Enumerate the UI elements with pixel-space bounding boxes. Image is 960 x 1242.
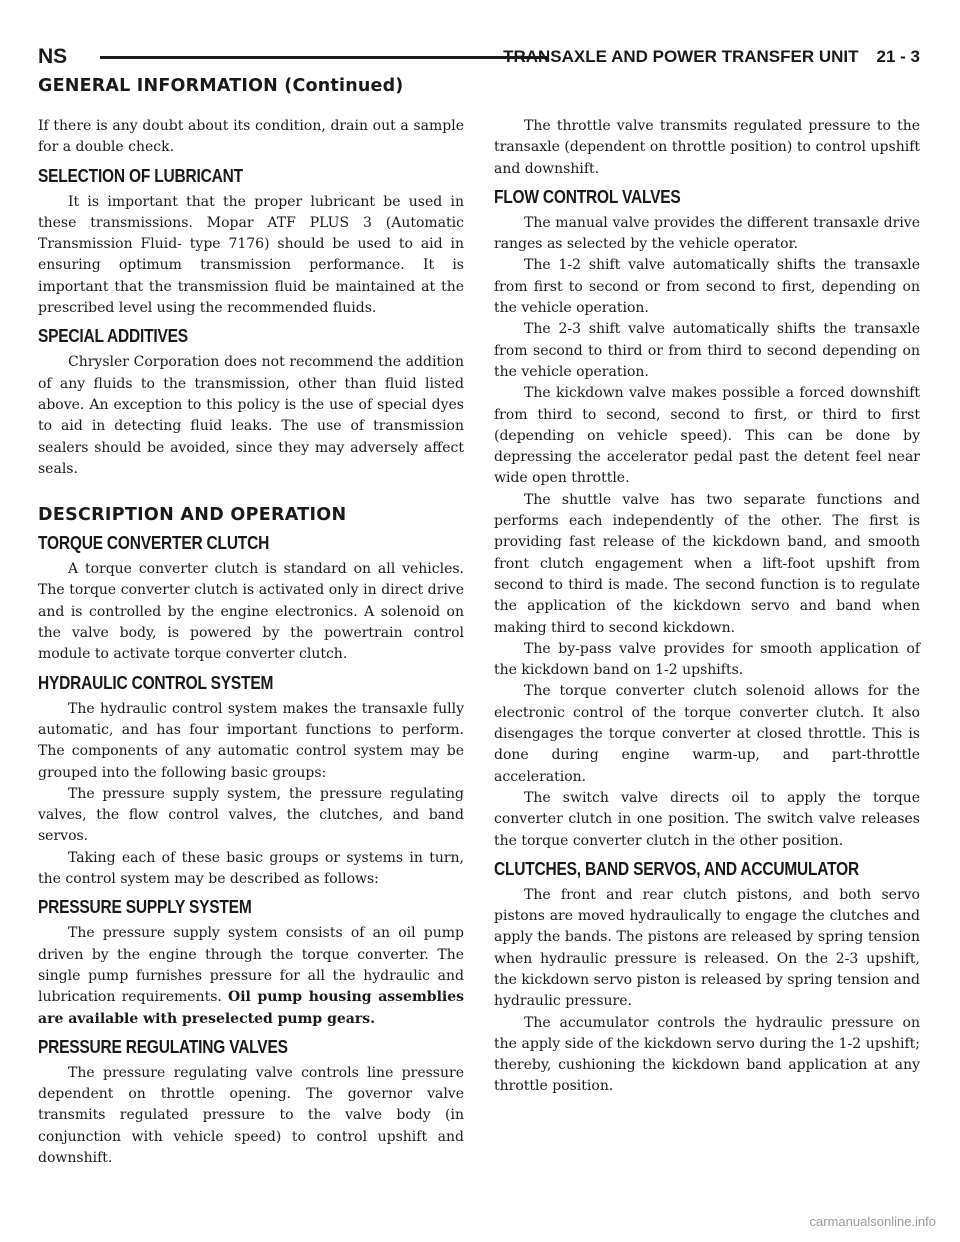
page-number: 21 - 3	[876, 47, 920, 66]
cbs-heading: CLUTCHES, BAND SERVOS, AND ACCUMULATOR	[494, 859, 859, 880]
cbs-paragraph-2: The accumulator controls the hydraulic pressure on the apply side of the kickdown servo during the 1-2 upshift; thereby, cushioning the kickdown band application at any throttle position.	[494, 1014, 920, 1095]
header-rule	[100, 56, 548, 59]
section-continued-heading: GENERAL INFORMATION (Continued)	[38, 76, 404, 96]
page-header	[38, 44, 920, 70]
additives-paragraph: Chrysler Corporation does not recommend the addition of any fluids to the transmission, other than fluid listed above. An exception to this policy is the use of special dyes to aid in detecting fluid leaks. The use of transmission sealers should be avoided, since they may adversely affect seals.	[38, 354, 464, 477]
fcv-paragraph-8: The switch valve directs oil to apply the torque converter clutch in one position. The switch valve releases the torque converter clutch in the other position.	[494, 789, 920, 849]
hcs-heading: HYDRAULIC CONTROL SYSTEM	[38, 673, 274, 694]
description-heading: DESCRIPTION AND OPERATION	[38, 505, 347, 526]
cbs-paragraph-1: The front and rear clutch pistons, and both servo pistons are moved hydraulically to engage the clutches and apply the bands. The pistons are released by spring tension when hydraulic pressure is released. On the 2-3 upshift, the kickdown servo piston is released by spring tension and hydraulic pressure.	[494, 886, 920, 1010]
tcc-paragraph: A torque converter clutch is standard on all vehicles. The torque converter clutch is activated only in direct drive and is controlled by the engine electronics. A solenoid on the valve body, is powered by the powertrain control module to activate torque converter clutch.	[38, 561, 464, 663]
lubricant-paragraph: It is important that the proper lubricant be used in these transmissions. Mopar ATF PLUS 3 (Automatic Transmission Fluid- type 7176) should be used to aid in ensuring optimum transmission performance. It is important that the transmission fluid be maintained at the prescribed level using the recommended fluids.	[38, 193, 464, 317]
fcv-heading: FLOW CONTROL VALVES	[494, 187, 681, 208]
hcs-paragraph-1: The hydraulic control system makes the transaxle fully automatic, and has four important functions to perform. The components of any automatic control system may be grouped into the following basic groups:	[38, 700, 464, 781]
chapter-title: TRANSAXLE AND POWER TRANSFER UNIT	[503, 47, 859, 66]
throttle-paragraph: The throttle valve transmits regulated pressure to the transaxle (dependent on throttle position) to control upshift and downshift.	[494, 118, 920, 177]
left-column	[38, 116, 464, 1169]
fcv-paragraph-4: The kickdown valve makes possible a forced downshift from third to second, second to first, or third to first (depending on vehicle speed). This can be done by depressing the accelerator pedal past the detent feel near wide open throttle.	[494, 385, 920, 487]
right-column	[494, 116, 920, 1098]
fcv-paragraph-2: The 1-2 shift valve automatically shifts the transaxle from first to second or from second to first, depending on the vehicle operation.	[494, 257, 920, 317]
hcs-paragraph-3: Taking each of these basic groups or systems in turn, the control system may be described as follows:	[38, 849, 464, 888]
fcv-paragraph-3: The 2-3 shift valve automatically shifts the transaxle from second to third or from third to second depending on the vehicle operation.	[494, 321, 920, 380]
fcv-paragraph-1: The manual valve provides the different transaxle drive ranges as selected by the vehicle operator.	[494, 214, 920, 253]
hcs-paragraph-2: The pressure supply system, the pressure regulating valves, the flow control valves, the clutches, and band servos.	[38, 785, 464, 845]
model-code: NS	[38, 45, 68, 68]
pss-text: The pressure supply system consists of an oil pump driven by the engine through the torque converter. The single pump furnishes pressure for all the hydraulic and lubrication requirements.	[38, 925, 464, 1006]
header-title-block	[503, 44, 920, 70]
pss-bold-note: Oil pump housing assemblies are available with preselected pump gears.	[38, 989, 464, 1027]
lubricant-heading: SELECTION OF LUBRICANT	[38, 166, 243, 187]
fcv-paragraph-5: The shuttle valve has two separate functions and performs each independently of the other. The first is providing fast release of the kickdown band, and smooth front clutch engagement when a lift-foot upshift from second to third is made. The second function is to regulate the application of the kickdown servo and band when making third to second kickdown.	[494, 491, 920, 636]
pss-heading: PRESSURE SUPPLY SYSTEM	[38, 897, 252, 918]
source-watermark-link[interactable]: carmanualsonline.info	[809, 1214, 936, 1229]
intro-paragraph: If there is any doubt about its condition, drain out a sample for a double check.	[38, 118, 464, 156]
fcv-paragraph-7: The torque converter clutch solenoid allows for the electronic control of the torque converter clutch. It also disengages the torque converter at closed throttle. This is done during engine warm-up, and part-throttle acceleration.	[494, 683, 920, 785]
fcv-paragraph-6: The by-pass valve provides for smooth application of the kickdown band on 1-2 upshifts.	[494, 640, 920, 679]
prv-heading: PRESSURE REGULATING VALVES	[38, 1037, 288, 1058]
pss-paragraph	[38, 923, 464, 1029]
prv-paragraph: The pressure regulating valve controls line pressure dependent on throttle opening. The governor valve transmits regulated pressure to the valve body (in conjunction with vehicle speed) to control upshift and downshift.	[38, 1064, 464, 1166]
tcc-heading: TORQUE CONVERTER CLUTCH	[38, 533, 270, 554]
additives-heading: SPECIAL ADDITIVES	[38, 326, 188, 348]
